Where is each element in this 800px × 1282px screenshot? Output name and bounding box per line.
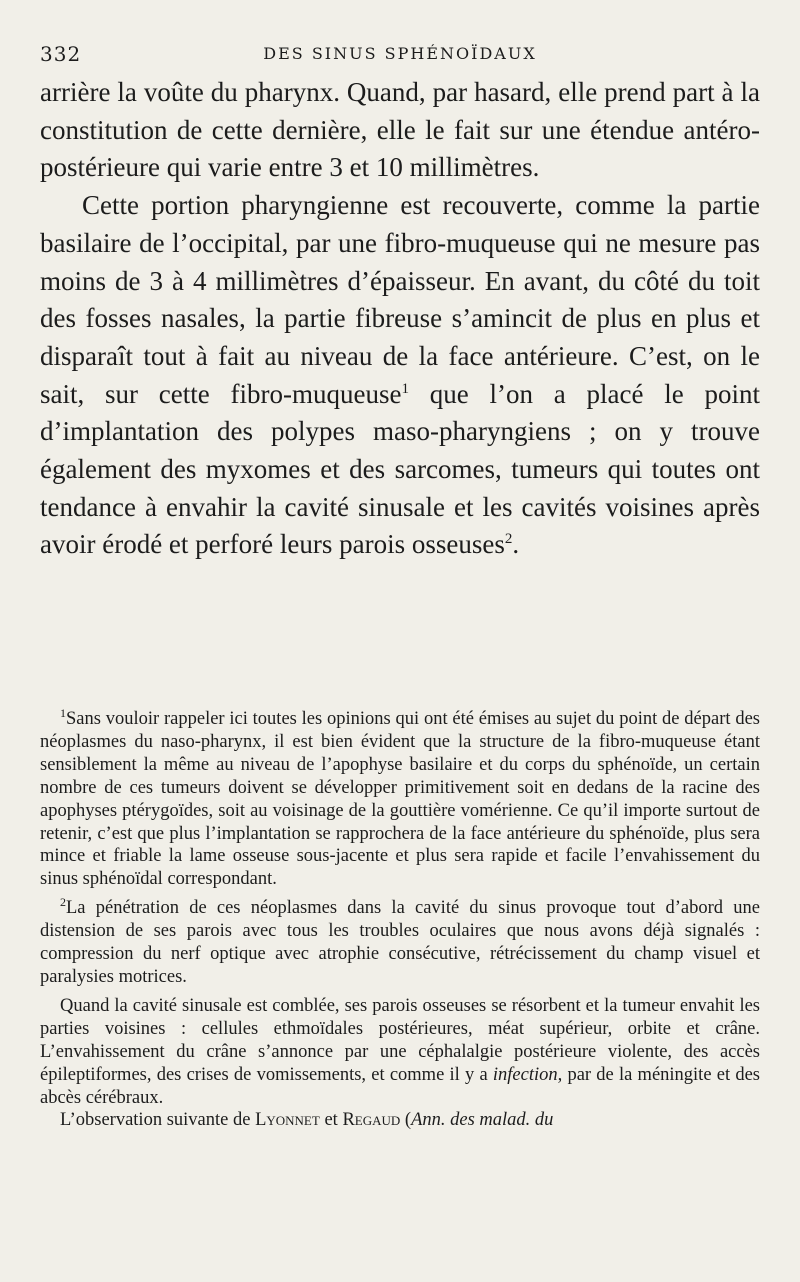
footnote-2: [40, 897, 760, 989]
footnote-ref-2: 2: [504, 531, 513, 548]
footnote-3-italic: infection,: [492, 1064, 563, 1085]
author-regaud: Regaud: [342, 1110, 401, 1131]
footnote-3-text-b: par de la méningite et des abcès cérébraux.: [40, 1064, 760, 1108]
paragraph-2: [40, 187, 760, 564]
footnote-2-continuation: [40, 995, 760, 1110]
footnote-2-text: La pénétration de ces néoplasmes dans la cavité du sinus provoque tout d’abord une distension de ses parois avec tous les troubles oculaires que nous avons déjà signalés : compression du nerf optique avec atrophie consécutive, rétrécissement du champ visuel et paralysies motrices.: [40, 898, 760, 987]
footnote-4-paren: (: [400, 1110, 412, 1131]
paragraph-1: arrière la voûte du pharynx. Quand, par hasard, elle prend part à la constitution de cette dernière, elle le fait sur une étendue antéro-postérieure qui varie entre 3 et 10 millimètres.: [40, 77, 760, 183]
paragraph-2-text-b: que l’on a placé le point d’implantation des polypes maso-pharyngiens ; on y trouve également des myxomes et des sarcomes, tumeurs qui toutes ont tendance à envahir la cavité sinusale et les cavités voisines après avoir érodé et perforé leurs parois osseuses: [40, 378, 760, 560]
footnote-4-italic: Ann. des malad. du: [411, 1110, 554, 1131]
footnote-4-and: et: [319, 1110, 343, 1131]
running-head: [40, 34, 760, 74]
footnote-2-observation: [40, 1109, 760, 1132]
page-number: 332: [40, 42, 82, 66]
footnotes: [40, 705, 760, 1132]
paragraph-2-text-a: Cette portion pharyngienne est recouverte, comme la partie basilaire de l’occipital, par une fibro-muqueuse qui ne mesure pas moins de 3 à 4 millimètres d’épaisseur. En avant, du côté du toit des fosses nasales, la partie fibreuse s’amincit de plus en plus et disparaît tout à fait au niveau de la face antérieure. C’est, on le sait, sur cette fibro-muqueuse: [40, 190, 760, 409]
footnote-3-text-a: Quand la cavité sinusale est comblée, ses parois osseuses se résorbent et la tumeur envahit les parties voisines : cellules ethmoïdales postérieures, méat supérieur, orbite et crâne. L’envahissement du crâne s’annonce par une céphalalgie postérieure violente, des accès épileptiformes, des crises de vomissements, et comme il y a: [40, 995, 760, 1085]
author-lyonnet: Lyonnet: [255, 1110, 320, 1131]
footnote-1-mark: 1: [60, 705, 66, 720]
footnote-2-mark: 2: [60, 895, 66, 910]
footnote-ref-1: 1: [401, 380, 409, 397]
paragraph-2-end: .: [512, 529, 520, 560]
main-text: [40, 74, 760, 564]
running-title: DES SINUS SPHÉNOÏDAUX: [263, 44, 537, 63]
page: [40, 34, 760, 1131]
footnote-4-text-a: L’observation suivante de: [60, 1110, 256, 1131]
footnote-1-text: Sans vouloir rappeler ici toutes les opinions qui ont été émises au sujet du point de départ des néoplasmes du naso-pharynx, il est bien évident que la structure de la fibro-muqueuse étant sensiblement la même au niveau de l’apophyse basilaire et du corps du sphénoïde, un certain nombre de ces tumeurs doivent se développer primitivement soit en dedans de la racine des apophyses ptérygoïdes, soit au voisinage de la gouttière vomérienne. Ce qu’il importe surtout de retenir, c’est que plus l’implantation se rapprochera de la face antérieure du sphénoïde, plus sera mince et friable la lame osseuse sous-jacente et plus sera rapide et facile l’envahissement du sinus sphénoïdal correspondant.: [40, 709, 760, 890]
footnote-1: [40, 705, 760, 891]
